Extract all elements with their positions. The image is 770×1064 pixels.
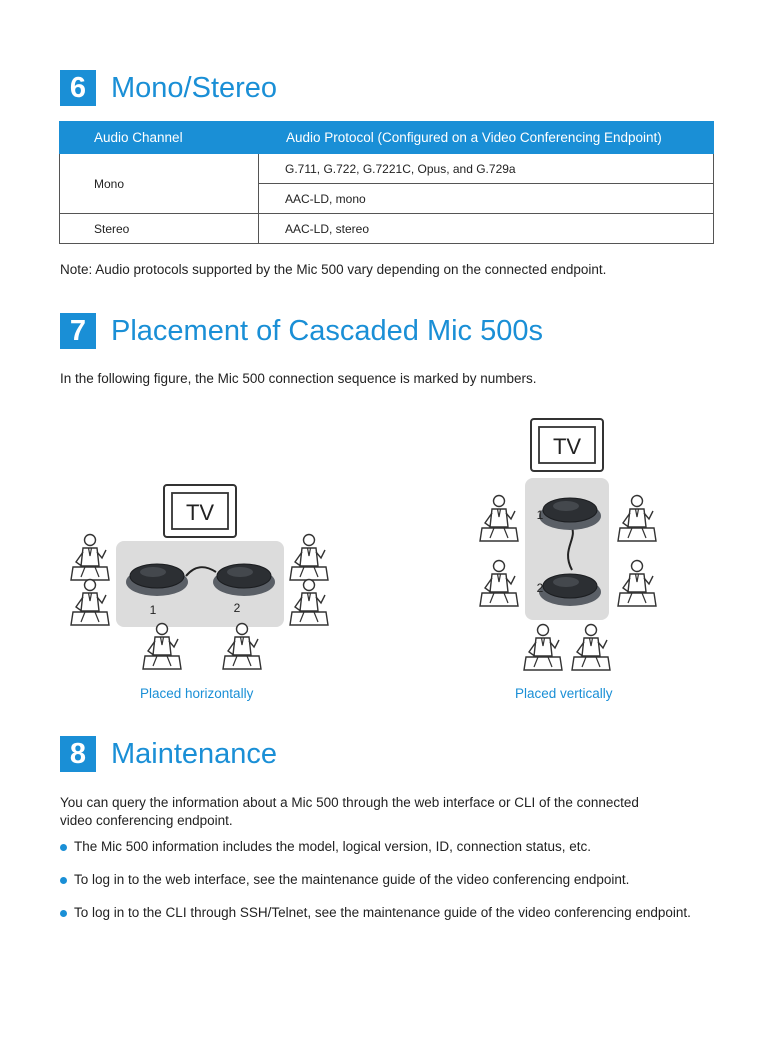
caption-vertical: Placed vertically bbox=[515, 686, 613, 701]
bullet-dot-icon bbox=[60, 877, 67, 884]
tv-label: TV bbox=[552, 434, 582, 459]
section-6-heading bbox=[60, 70, 277, 106]
person-icon bbox=[71, 535, 109, 581]
tv-label: TV bbox=[185, 500, 215, 525]
maintenance-intro bbox=[60, 794, 639, 830]
table-row bbox=[60, 154, 714, 184]
person-icon bbox=[480, 496, 518, 542]
intro-line: You can query the information about a Mic 500 through the web interface or CLI of the connected bbox=[60, 795, 639, 810]
section-title: Maintenance bbox=[111, 737, 278, 770]
list-item bbox=[60, 838, 740, 856]
person-icon bbox=[480, 561, 518, 607]
person-icon bbox=[290, 580, 328, 626]
person-icon bbox=[71, 580, 109, 626]
list-item-text: The Mic 500 information includes the model, logical version, ID, connection status, etc. bbox=[74, 839, 592, 854]
maintenance-bullet-list bbox=[60, 838, 740, 937]
bullet-dot-icon bbox=[60, 910, 67, 917]
table-header-row bbox=[60, 122, 714, 154]
mic-500-icon bbox=[536, 498, 601, 530]
table-note: Note: Audio protocols supported by the Mic 500 vary depending on the connected endpoint. bbox=[60, 262, 607, 277]
mic-number-label: 2 bbox=[536, 581, 544, 595]
protocol-cell: AAC-LD, stereo bbox=[259, 214, 714, 244]
mic-number-label: 1 bbox=[149, 603, 157, 617]
caption-horizontal: Placed horizontally bbox=[140, 686, 254, 701]
intro-line: video conferencing endpoint. bbox=[60, 813, 233, 828]
table-row bbox=[60, 214, 714, 244]
person-icon bbox=[524, 625, 562, 671]
section-number: 7 bbox=[60, 313, 96, 349]
mic-500-icon bbox=[213, 564, 275, 596]
channel-cell-stereo: Stereo bbox=[60, 214, 259, 244]
person-icon bbox=[618, 496, 656, 542]
person-icon bbox=[143, 624, 181, 670]
mic-number-label: 2 bbox=[233, 601, 241, 615]
protocol-cell: G.711, G.722, G.7221C, Opus, and G.729a bbox=[259, 154, 714, 184]
person-icon bbox=[290, 535, 328, 581]
list-item bbox=[60, 904, 740, 922]
protocol-cell: AAC-LD, mono bbox=[259, 184, 714, 214]
person-icon bbox=[223, 624, 261, 670]
section-7-heading bbox=[60, 313, 543, 349]
figure-intro: In the following figure, the Mic 500 connection sequence is marked by numbers. bbox=[60, 371, 537, 386]
list-item-text: To log in to the CLI through SSH/Telnet, see the maintenance guide of the video conferencing endpoint. bbox=[74, 905, 691, 920]
section-title: Placement of Cascaded Mic 500s bbox=[111, 314, 543, 347]
mic-placement-figure bbox=[0, 410, 770, 680]
person-icon bbox=[572, 625, 610, 671]
mic-number-label: 1 bbox=[536, 508, 544, 522]
mic-500-icon bbox=[126, 564, 188, 596]
audio-protocol-table bbox=[59, 121, 714, 244]
person-icon bbox=[618, 561, 656, 607]
column-header-audio-protocol: Audio Protocol (Configured on a Video Conferencing Endpoint) bbox=[259, 122, 714, 154]
list-item-text: To log in to the web interface, see the maintenance guide of the video conferencing endpoint. bbox=[74, 872, 630, 887]
section-number: 6 bbox=[60, 70, 96, 106]
section-8-heading bbox=[60, 736, 277, 772]
column-header-audio-channel: Audio Channel bbox=[60, 122, 259, 154]
channel-cell-mono: Mono bbox=[60, 154, 259, 214]
section-title: Mono/Stereo bbox=[111, 71, 278, 104]
section-number: 8 bbox=[60, 736, 96, 772]
mic-500-icon bbox=[536, 574, 601, 606]
bullet-dot-icon bbox=[60, 844, 67, 851]
list-item bbox=[60, 871, 740, 889]
